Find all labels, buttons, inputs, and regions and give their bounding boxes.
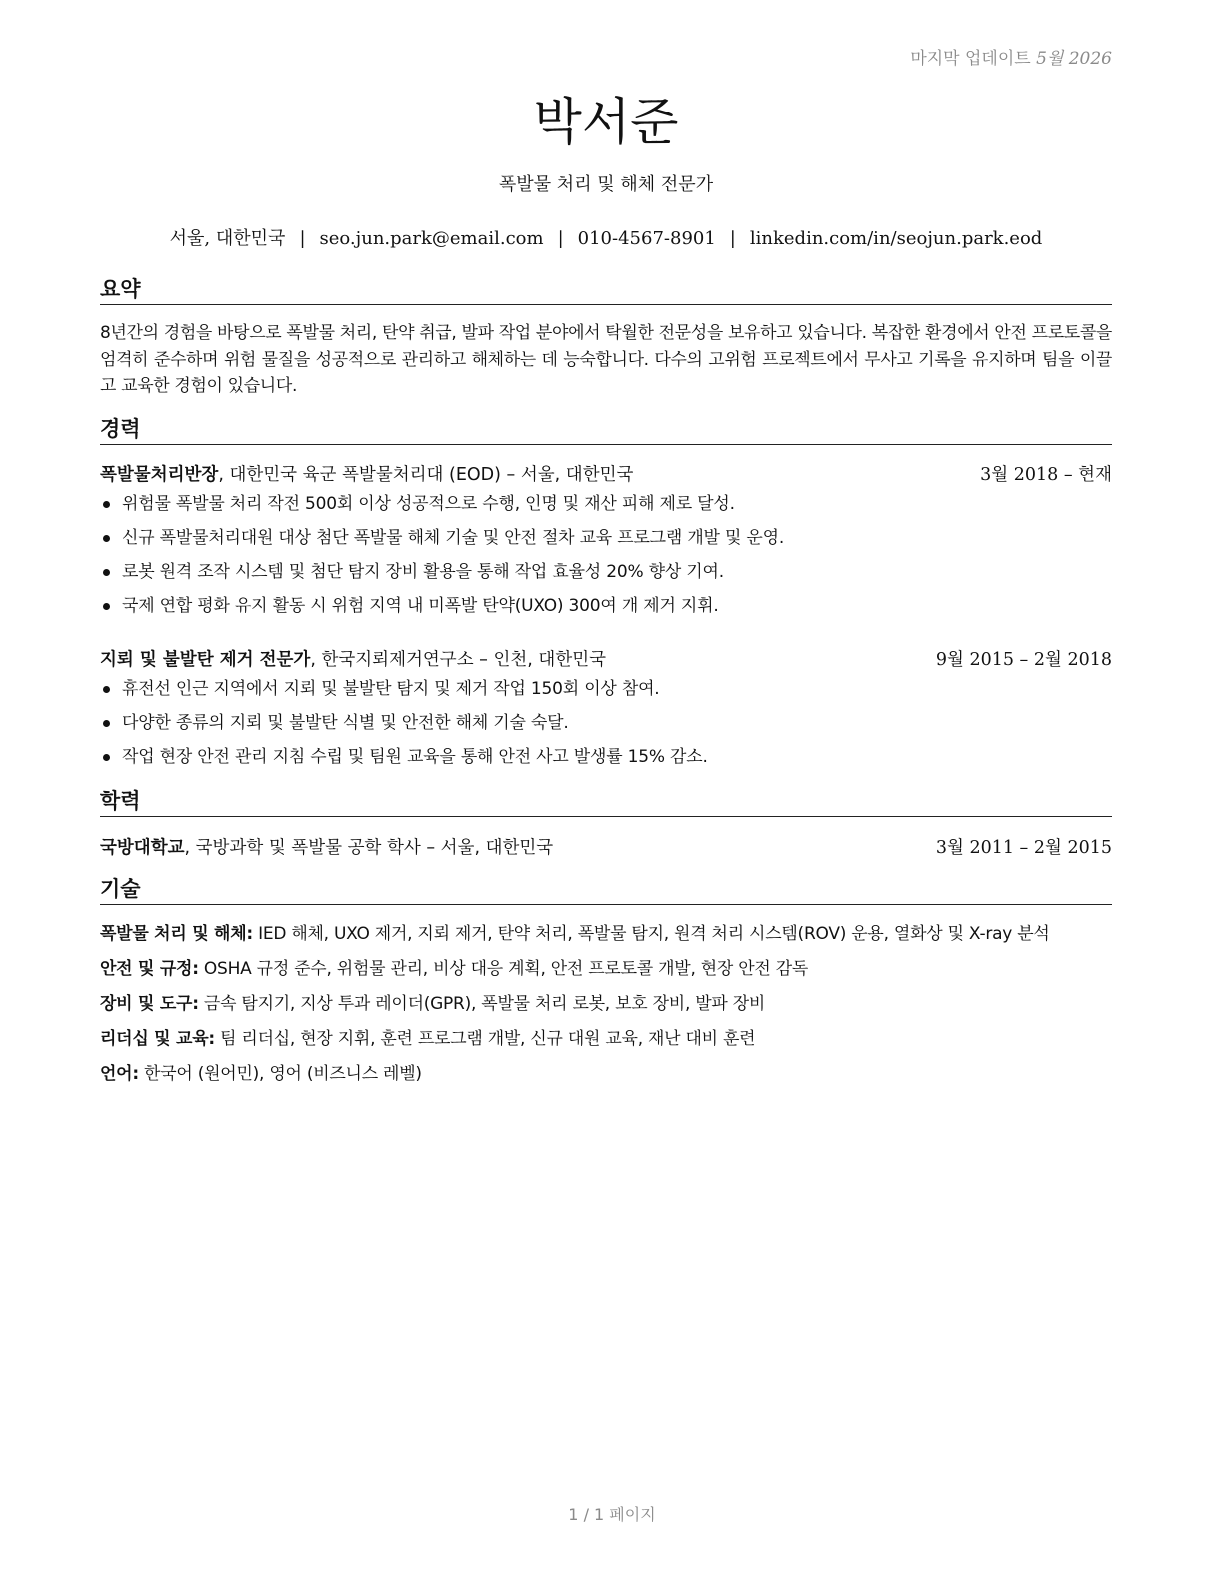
skill-value: 팀 리더십, 현장 지휘, 훈련 프로그램 개발, 신규 대원 교육, 재난 대비 훈련	[214, 1029, 756, 1049]
bullet-text: 다양한 종류의 지뢰 및 불발탄 식별 및 안전한 해체 기술 숙달.	[122, 713, 569, 733]
job-bullets	[100, 492, 1112, 628]
job-dates: 9월 2015 – 2월 2018	[935, 650, 1112, 670]
skills-list	[100, 922, 1112, 1097]
job-header	[100, 646, 1112, 671]
job-header	[100, 461, 1112, 486]
bullet-item	[100, 677, 1112, 711]
bullet-dot	[103, 686, 110, 693]
contact-line	[100, 224, 1112, 250]
job-role: 지뢰 및 불발탄 제거 전문가	[100, 650, 311, 670]
bullet-dot	[103, 754, 110, 761]
job-role: 폭발물처리반장	[100, 465, 219, 485]
bullet-dot	[103, 720, 110, 727]
skill-row	[100, 922, 1112, 946]
bullet-text: 로봇 원격 조작 시스템 및 첨단 탐지 장비 활용을 통해 작업 효율성 20% 향상 기여.	[122, 562, 724, 582]
skill-row	[100, 1027, 1112, 1051]
summary-text: 8년간의 경험을 바탕으로 폭발물 처리, 탄약 취급, 발파 작업 분야에서 탁월한 전문성을 보유하고 있습니다. 복잡한 환경에서 안전 프로토콜을 엄격히 준수하며 위험 물질을 성공적으로 관리하고 해체하는 데 능숙합니다. 다수의 고위험 프로젝트에서 무사고 기록을 유지하며 팀을 이끌고 교육한 경험이 있습니다.	[100, 323, 1112, 396]
last-updated-month: 5월	[1036, 49, 1064, 69]
skill-label: 리더십 및 교육:	[100, 1029, 215, 1049]
contact-separator: |	[729, 228, 736, 249]
job-org: , 대한민국 육군 폭발물처리대 (EOD) – 서울, 대한민국	[218, 465, 634, 485]
contact-email[interactable]: seo.jun.park@email.com	[319, 228, 544, 249]
contact-phone[interactable]: 010-4567-8901	[577, 228, 716, 249]
skill-label: 폭발물 처리 및 해체:	[100, 924, 253, 944]
skill-row	[100, 1062, 1112, 1086]
job-title-line	[100, 646, 606, 671]
bullet-text: 신규 폭발물처리대원 대상 첨단 폭발물 해체 기술 및 안전 절차 교육 프로그램 개발 및 운영.	[122, 528, 785, 548]
skill-value: OSHA 규정 준수, 위험물 관리, 비상 대응 계획, 안전 프로토콜 개발, 현장 안전 감독	[198, 959, 809, 979]
skill-label: 장비 및 도구:	[100, 994, 199, 1014]
skill-value: 금속 탐지기, 지상 투과 레이더(GPR), 폭발물 처리 로봇, 보호 장비, 발파 장비	[198, 994, 766, 1014]
skill-value: IED 해체, UXO 제거, 지뢰 제거, 탄약 처리, 폭발물 탐지, 원격 처리 시스템(ROV) 운용, 열화상 및 X-ray 분석	[252, 924, 1050, 944]
education-degree: , 국방과학 및 폭발물 공학 학사 – 서울, 대한민국	[184, 838, 554, 858]
education-entry	[100, 834, 1112, 859]
resume-name: 박서준	[533, 93, 679, 151]
bullet-item	[100, 526, 1112, 560]
education-school: 국방대학교	[100, 838, 185, 858]
bullet-item	[100, 492, 1112, 526]
job-title-line	[100, 461, 633, 486]
contact-location: 서울, 대한민국	[169, 228, 286, 249]
section-heading-education: 학력	[100, 788, 1112, 817]
skill-row	[100, 992, 1112, 1016]
job-dates: 3월 2018 – 현재	[980, 465, 1112, 485]
skill-label: 언어:	[100, 1064, 139, 1084]
bullet-text: 작업 현장 안전 관리 지침 수립 및 팀원 교육을 통해 안전 사고 발생률 15% 감소.	[122, 747, 708, 767]
skill-label: 안전 및 규정:	[100, 959, 199, 979]
bullet-item	[100, 560, 1112, 594]
resume-title: 폭발물 처리 및 해체 전문가	[498, 174, 714, 195]
job-bullets	[100, 677, 1112, 779]
last-updated	[910, 44, 1112, 69]
bullet-dot	[103, 535, 110, 542]
bullet-text: 위험물 폭발물 처리 작전 500회 이상 성공적으로 수행, 인명 및 재산 피해 제로 달성.	[122, 494, 735, 514]
section-heading-skills: 기술	[100, 876, 1112, 905]
page-number: 1 / 1 페이지	[568, 1505, 656, 1524]
bullet-text: 국제 연합 평화 유지 활동 시 위험 지역 내 미폭발 탄약(UXO) 300여 개 제거 지휘.	[122, 596, 719, 616]
education-dates: 3월 2011 – 2월 2015	[935, 838, 1112, 858]
job-org: , 한국지뢰제거연구소 – 인천, 대한민국	[310, 650, 607, 670]
bullet-dot	[103, 501, 110, 508]
contact-linkedin[interactable]: linkedin.com/in/seojun.park.eod	[749, 228, 1043, 249]
skill-row	[100, 957, 1112, 981]
skill-value: 한국어 (원어민), 영어 (비즈니스 레벨)	[138, 1064, 422, 1084]
contact-separator: |	[299, 228, 306, 249]
contact-separator: |	[557, 228, 564, 249]
section-heading-experience: 경력	[100, 416, 1112, 445]
bullet-dot	[103, 603, 110, 610]
education-line	[100, 834, 553, 859]
bullet-item	[100, 711, 1112, 745]
section-heading-summary: 요약	[100, 276, 1112, 305]
last-updated-year: 2026	[1068, 49, 1112, 69]
bullet-dot	[103, 569, 110, 576]
bullet-item	[100, 594, 1112, 628]
bullet-text: 휴전선 인근 지역에서 지뢰 및 불발탄 탐지 및 제거 작업 150회 이상 참여.	[122, 679, 660, 699]
last-updated-label: 마지막 업데이트	[910, 49, 1031, 69]
bullet-item	[100, 745, 1112, 779]
